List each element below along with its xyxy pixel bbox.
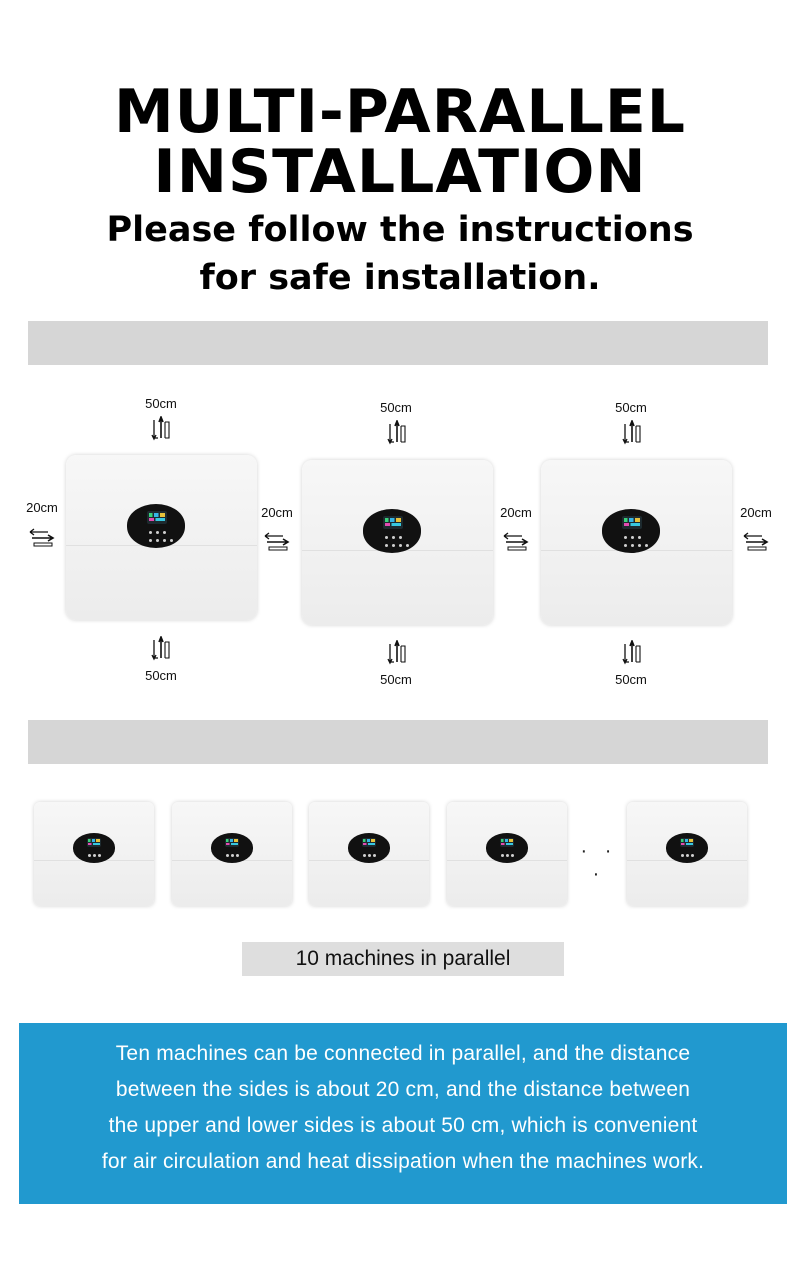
control-panel — [363, 509, 421, 553]
subtitle-line-1: Please follow the instructions — [106, 210, 694, 250]
clearance-label-top: 50cm — [145, 396, 177, 411]
horizontal-arrows-icon — [742, 532, 770, 552]
vertical-arrows-icon — [151, 416, 171, 442]
inverter-unit — [627, 802, 747, 906]
inverter-unit — [302, 460, 493, 625]
inverter-unit — [447, 802, 567, 906]
control-panel — [602, 509, 660, 553]
control-panel — [211, 833, 253, 863]
control-panel — [666, 833, 708, 863]
clearance-label-bottom: 50cm — [145, 668, 177, 683]
control-panel — [348, 833, 390, 863]
clearance-label-top: 50cm — [615, 400, 647, 415]
inverter-unit — [34, 802, 154, 906]
section-band-middle — [28, 720, 768, 764]
clearance-label-side: 20cm — [740, 505, 772, 520]
ellipsis: · · · — [580, 840, 618, 885]
vertical-arrows-icon — [151, 636, 171, 662]
page-title-line-1: MULTI-PARALLEL — [113, 77, 687, 147]
horizontal-arrows-icon — [502, 532, 530, 552]
control-panel — [127, 504, 185, 548]
vertical-arrows-icon — [387, 420, 407, 446]
vertical-arrows-icon — [622, 640, 642, 666]
clearance-label-side: 20cm — [26, 500, 58, 515]
info-line-3: the upper and lower sides is about 50 cm, which is convenient — [108, 1114, 698, 1137]
info-box — [19, 1023, 787, 1204]
info-line-4: for air circulation and heat dissipation when the machines work. — [101, 1150, 705, 1173]
horizontal-arrows-icon — [263, 532, 291, 552]
horizontal-arrows-icon — [28, 528, 56, 548]
info-line-2: between the sides is about 20 cm, and the distance between — [115, 1078, 691, 1101]
clearance-label-side: 20cm — [500, 505, 532, 520]
inverter-unit — [309, 802, 429, 906]
subtitle-line-2: for safe installation. — [199, 258, 601, 298]
section-band-top — [28, 321, 768, 365]
control-panel — [486, 833, 528, 863]
page-title-line-2: INSTALLATION — [153, 137, 647, 207]
clearance-label-bottom: 50cm — [615, 672, 647, 687]
inverter-unit — [66, 455, 257, 620]
inverter-unit — [172, 802, 292, 906]
clearance-label-bottom: 50cm — [380, 672, 412, 687]
parallel-caption: 10 machines in parallel — [242, 942, 564, 976]
vertical-arrows-icon — [387, 640, 407, 666]
control-panel — [73, 833, 115, 863]
info-line-1: Ten machines can be connected in parallel, and the distance — [115, 1042, 691, 1065]
inverter-unit — [541, 460, 732, 625]
clearance-label-side: 20cm — [261, 505, 293, 520]
vertical-arrows-icon — [622, 420, 642, 446]
clearance-label-top: 50cm — [380, 400, 412, 415]
